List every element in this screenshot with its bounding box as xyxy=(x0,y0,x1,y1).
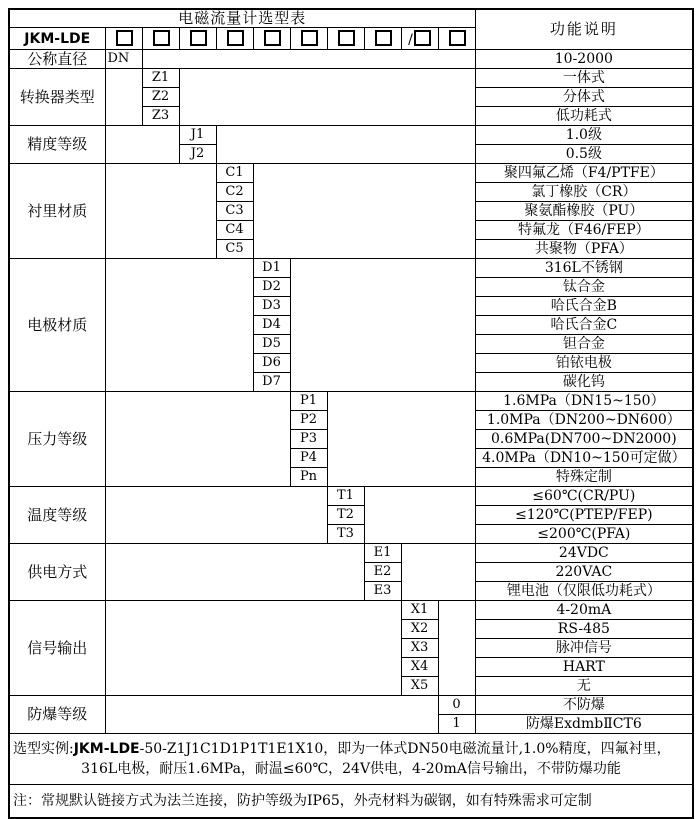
desc-cell: 无 xyxy=(475,677,693,696)
code-cell: Z2 xyxy=(142,88,179,107)
code-cell: C4 xyxy=(216,221,253,240)
code-cell: P1 xyxy=(290,392,327,411)
desc-cell: 钽合金 xyxy=(475,335,693,354)
model-code-slot xyxy=(290,28,327,50)
code-cell: D2 xyxy=(253,278,290,297)
note-row: 注：常规默认链接方式为法兰连接，防护等级为IP65，外壳材料为碳钢，如有特殊需求可定制 xyxy=(9,785,693,819)
desc-cell: ≤120℃(PTEP/FEP) xyxy=(475,506,693,525)
checkbox-icon xyxy=(449,30,466,46)
section-label-power: 供电方式 xyxy=(9,544,105,601)
code-cell: T2 xyxy=(327,506,364,525)
section-label-electrode: 电极材质 xyxy=(9,259,105,392)
desc-cell: 1.0MPa（DN200~DN600） xyxy=(475,411,693,430)
example-prefix: 选型实例: xyxy=(13,741,74,758)
gap-cell xyxy=(105,601,401,696)
section-label-accuracy: 精度等级 xyxy=(9,126,105,164)
code-cell: J1 xyxy=(179,126,216,145)
code-cell: P4 xyxy=(290,449,327,468)
gap-cell xyxy=(401,544,475,601)
slash-separator: / xyxy=(408,31,413,48)
desc-cell: 碳化钨 xyxy=(475,373,693,392)
section-label-dn: 公称直径 xyxy=(9,50,105,69)
desc-cell: ≤200℃(PFA) xyxy=(475,525,693,544)
model-code-slot xyxy=(364,28,401,50)
gap-cell xyxy=(142,50,475,69)
gap-cell xyxy=(105,392,290,487)
code-cell: DN xyxy=(105,50,142,69)
example-line1 xyxy=(13,739,689,759)
desc-cell: 聚四氟乙烯（F4/PTFE） xyxy=(475,164,693,183)
code-cell: C5 xyxy=(216,240,253,259)
code-cell: Z1 xyxy=(142,69,179,88)
gap-cell xyxy=(179,69,475,126)
function-column-header: 功能说明 xyxy=(475,9,693,50)
gap-cell xyxy=(105,164,216,259)
code-cell: 0 xyxy=(438,696,475,715)
desc-cell: ≤60℃(CR/PU) xyxy=(475,487,693,506)
desc-cell: 分体式 xyxy=(475,88,693,107)
desc-cell: 一体式 xyxy=(475,69,693,88)
checkbox-icon xyxy=(153,30,170,46)
code-cell: C3 xyxy=(216,202,253,221)
model-code-slot xyxy=(216,28,253,50)
section-label-lining: 衬里材质 xyxy=(9,164,105,259)
code-cell: C1 xyxy=(216,164,253,183)
desc-cell: 哈氏合金B xyxy=(475,297,693,316)
desc-cell: 共聚物（PFA） xyxy=(475,240,693,259)
desc-cell: 1.6MPa（DN15~150） xyxy=(475,392,693,411)
gap-cell xyxy=(105,487,327,544)
code-cell: X3 xyxy=(401,639,438,658)
gap-cell xyxy=(438,601,475,696)
checkbox-icon xyxy=(338,30,355,46)
desc-cell: 10-2000 xyxy=(475,50,693,69)
code-cell: D3 xyxy=(253,297,290,316)
gap-cell xyxy=(327,392,475,487)
example-row xyxy=(9,734,693,785)
checkbox-icon xyxy=(301,30,318,46)
model-code-slot xyxy=(179,28,216,50)
code-cell: J2 xyxy=(179,145,216,164)
example-model: JKM-LDE xyxy=(73,741,140,758)
desc-cell: 0.6MPa(DN700~DN2000) xyxy=(475,430,693,449)
section-label-converter-type: 转换器类型 xyxy=(9,69,105,126)
code-cell: X5 xyxy=(401,677,438,696)
desc-cell: 防爆ExdmbⅡCT6 xyxy=(475,715,693,734)
desc-cell: 特氟龙（F46/FEP） xyxy=(475,221,693,240)
gap-cell xyxy=(105,126,179,164)
gap-cell xyxy=(105,259,253,392)
checkbox-icon xyxy=(116,30,133,46)
code-cell: X2 xyxy=(401,620,438,639)
code-cell: T1 xyxy=(327,487,364,506)
desc-cell: 特殊定制 xyxy=(475,468,693,487)
code-cell: C2 xyxy=(216,183,253,202)
gap-cell xyxy=(290,259,475,392)
desc-cell: 不防爆 xyxy=(475,696,693,715)
checkbox-icon xyxy=(375,30,392,46)
desc-cell: 聚氨酯橡胶（PU） xyxy=(475,202,693,221)
table-title: 电磁流量计选型表 xyxy=(9,9,475,28)
code-cell: E3 xyxy=(364,582,401,601)
code-cell: E2 xyxy=(364,563,401,582)
model-code-slot xyxy=(401,28,438,50)
code-cell: T3 xyxy=(327,525,364,544)
code-cell: X4 xyxy=(401,658,438,677)
code-cell: P2 xyxy=(290,411,327,430)
code-cell: X1 xyxy=(401,601,438,620)
desc-cell: 220VAC xyxy=(475,563,693,582)
code-cell: D5 xyxy=(253,335,290,354)
desc-cell: 铂铱电极 xyxy=(475,354,693,373)
code-cell: Z3 xyxy=(142,107,179,126)
model-code-slot xyxy=(105,28,142,50)
desc-cell: 4.0MPa（DN10~150可定做） xyxy=(475,449,693,468)
gap-cell xyxy=(364,487,475,544)
example-line2: 316L电极，耐压1.6MPa，耐温≤60℃，24V供电，4-20mA信号输出，不带防爆功能 xyxy=(81,761,621,778)
desc-cell: 低功耗式 xyxy=(475,107,693,126)
desc-cell: 氯丁橡胶（CR） xyxy=(475,183,693,202)
checkbox-icon xyxy=(414,30,431,46)
code-cell: D4 xyxy=(253,316,290,335)
code-cell: P3 xyxy=(290,430,327,449)
model-code-slot xyxy=(327,28,364,50)
model-prefix: JKM-LDE xyxy=(9,28,105,50)
desc-cell: 钛合金 xyxy=(475,278,693,297)
desc-cell: 316L不锈钢 xyxy=(475,259,693,278)
gap-cell xyxy=(216,126,475,164)
desc-cell: HART xyxy=(475,658,693,677)
model-code-slot xyxy=(142,28,179,50)
gap-cell xyxy=(105,544,364,601)
gap-cell xyxy=(105,696,438,734)
desc-cell: 锂电池（仅限低功耗式） xyxy=(475,582,693,601)
code-cell: 1 xyxy=(438,715,475,734)
code-cell: D1 xyxy=(253,259,290,278)
model-code-slot xyxy=(438,28,475,50)
selection-table xyxy=(8,8,694,819)
section-label-explosion-proof: 防爆等级 xyxy=(9,696,105,734)
desc-cell: RS-485 xyxy=(475,620,693,639)
desc-cell: 4-20mA xyxy=(475,601,693,620)
section-label-temperature: 温度等级 xyxy=(9,487,105,544)
code-cell: D7 xyxy=(253,373,290,392)
desc-cell: 哈氏合金C xyxy=(475,316,693,335)
checkbox-icon xyxy=(264,30,281,46)
desc-cell: 0.5级 xyxy=(475,145,693,164)
code-cell: D6 xyxy=(253,354,290,373)
section-label-output: 信号输出 xyxy=(9,601,105,696)
desc-cell: 脉冲信号 xyxy=(475,639,693,658)
desc-cell: 1.0级 xyxy=(475,126,693,145)
checkbox-icon xyxy=(227,30,244,46)
code-cell: Pn xyxy=(290,468,327,487)
gap-cell xyxy=(253,164,475,259)
section-label-pressure: 压力等级 xyxy=(9,392,105,487)
example-text: -50-Z1J1C1D1P1T1E1X10，即为一体式DN50电磁流量计,1.0%精度，四氟衬里， xyxy=(139,741,671,758)
desc-cell: 24VDC xyxy=(475,544,693,563)
checkbox-icon xyxy=(190,30,207,46)
gap-cell xyxy=(105,69,142,126)
model-code-slot xyxy=(253,28,290,50)
code-cell: E1 xyxy=(364,544,401,563)
